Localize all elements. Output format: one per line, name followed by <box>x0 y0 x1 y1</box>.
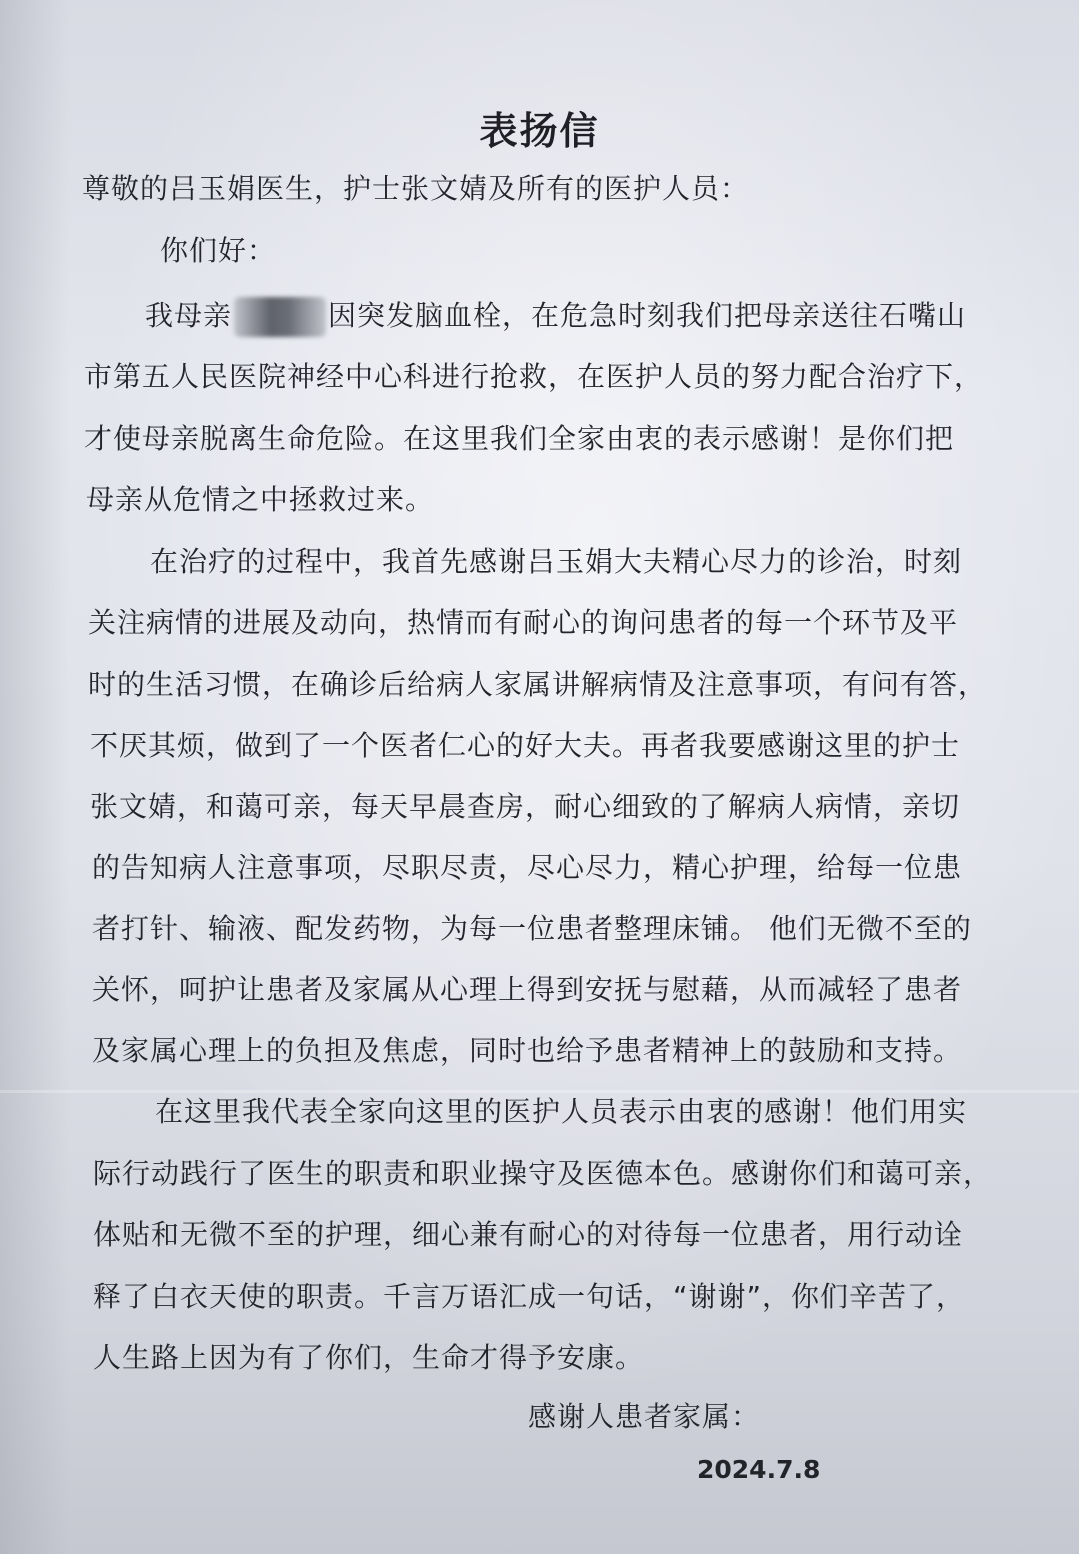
page-shadow <box>0 0 70 1554</box>
paragraph-1-line-1 <box>145 297 966 337</box>
paragraph-2-line-9: 及家属心理上的负担及焦虑，同时也给予患者精神上的鼓励和支持。 <box>92 1034 963 1067</box>
paper-fold <box>0 1090 1079 1093</box>
salutation: 尊敬的吕玉娟医生，护士张文婧及所有的医护人员： <box>82 172 750 205</box>
redacted-name-blur <box>234 297 326 337</box>
paragraph-2-line-6: 的告知病人注意事项，尽职尽责，尽心尽力，精心护理，给每一位患 <box>92 851 963 884</box>
paragraph-2-line-4: 不厌其烦，做到了一个医者仁心的好大夫。再者我要感谢这里的护士 <box>90 729 961 762</box>
letter-date: 2024.7.8 <box>697 1455 821 1484</box>
paragraph-1-line-4: 母亲从危情之中拯救过来。 <box>86 483 435 516</box>
paragraph-3-line-4: 释了白衣天使的职责。千言万语汇成一句话，“谢谢”，你们辛苦了， <box>93 1280 966 1313</box>
paragraph-3-line-5: 人生路上因为有了你们，生命才得予安康。 <box>93 1341 645 1374</box>
greeting: 你们好： <box>160 234 277 267</box>
paragraph-1-line-3: 才使母亲脱离生命危险。在这里我们全家由衷的表示感谢！是你们把 <box>84 422 955 455</box>
paragraph-3-line-3: 体贴和无微不至的护理，细心兼有耐心的对待每一位患者，用行动诠 <box>93 1218 964 1251</box>
paragraph-2-line-5: 张文婧，和蔼可亲，每天早晨查房，耐心细致的了解病人病情，亲切 <box>90 790 961 823</box>
paragraph-1-line-2: 市第五人民医院神经中心科进行抢救，在医护人员的努力配合治疗下， <box>84 360 984 393</box>
paragraph-2-line-1: 在治疗的过程中，我首先感谢吕玉娟大夫精心尽力的诊治，时刻 <box>150 545 963 578</box>
signature-line: 感谢人患者家属： <box>528 1400 761 1433</box>
paragraph-1-prefix: 我母亲 <box>145 299 233 332</box>
paragraph-2-line-7: 者打针、输液、配发药物，为每一位患者整理床铺。 他们无微不至的 <box>92 912 972 945</box>
paragraph-2-line-8: 关怀，呵护让患者及家属从心理上得到安抚与慰藉，从而减轻了患者 <box>92 973 963 1006</box>
paragraph-2-line-2: 关注病情的进展及动向，热情而有耐心的询问患者的每一个环节及平 <box>88 606 959 639</box>
paragraph-1-suffix: 因突发脑血栓，在危急时刻我们把母亲送往石嘴山 <box>328 299 967 332</box>
paragraph-3-line-1: 在这里我代表全家向这里的医护人员表示由衷的感谢！他们用实 <box>155 1095 968 1128</box>
paragraph-2-line-3: 时的生活习惯，在确诊后给病人家属讲解病情及注意事项，有问有答， <box>88 668 988 701</box>
paragraph-3-line-2: 际行动践行了医生的职责和职业操守及医德本色。感谢你们和蔼可亲， <box>93 1157 993 1190</box>
letter-title: 表扬信 <box>479 109 600 153</box>
